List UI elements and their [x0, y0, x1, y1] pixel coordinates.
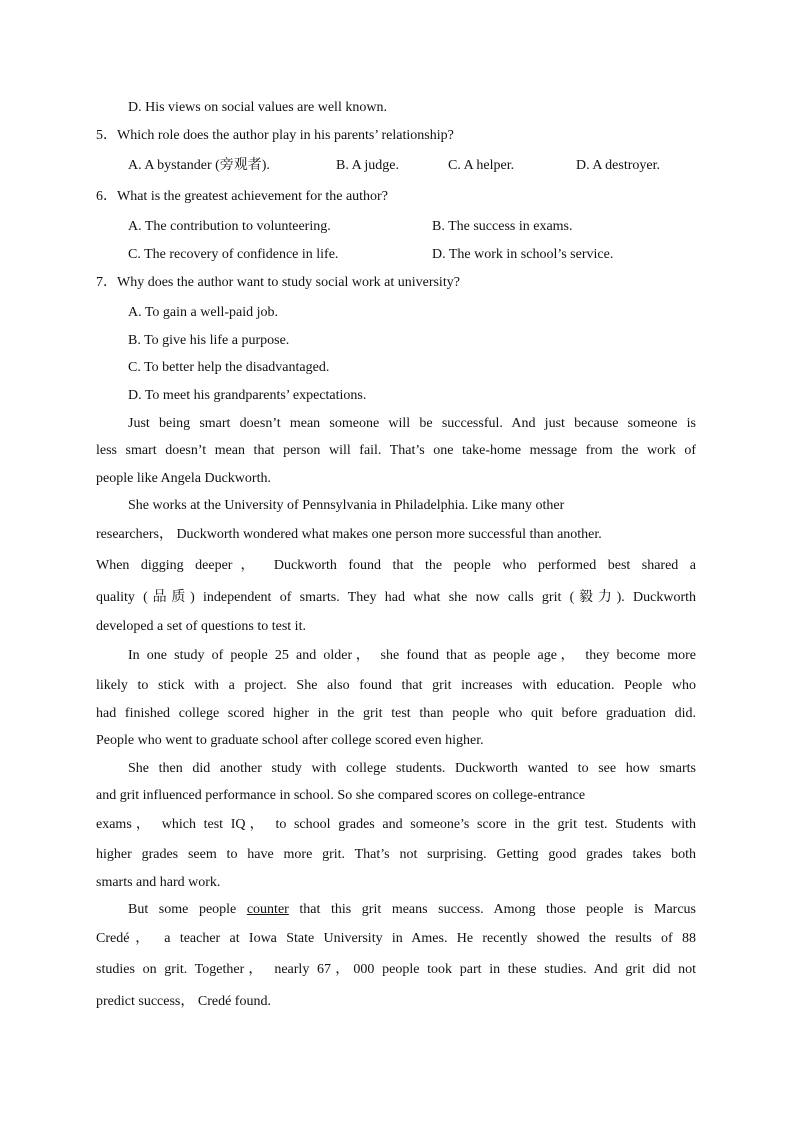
passage-p1-line2: less smart doesn’t mean that person will fail. That’s one take-home message from the work of [96, 443, 696, 458]
q6-option-d: D. The work in school’s service. [432, 247, 614, 262]
passage-p4-line5: smarts and hard work. [96, 875, 221, 890]
q7-option-d: D. To meet his grandparents’ expectations. [128, 388, 367, 403]
q6-option-c: C. The recovery of confidence in life. [128, 247, 339, 262]
passage-p4-line4: higher grades seem to have more grit. That’s not surprising. Getting good grades takes both [96, 847, 696, 862]
passage-p1-line3: people like Angela Duckworth. [96, 471, 271, 486]
q7-option-a: A. To gain a well-paid job. [128, 305, 279, 320]
passage-p4-line1: She then did another study with college students. Duckworth wanted to see how smarts [128, 761, 696, 776]
q7-stem: 7．Why does the author want to study social work at university? [96, 275, 460, 290]
passage-p3-line2: likely to stick with a project. She also found that grit increases with education. People who [96, 678, 696, 693]
q6-option-a: A. The contribution to volunteering. [128, 219, 331, 234]
p5-text-after: that this grit means success. Among those people is Marcus [288, 902, 696, 917]
passage-p2-line5: developed a set of questions to test it. [96, 619, 306, 634]
passage-p1-line1: Just being smart doesn’t mean someone will be successful. And just because someone is [128, 416, 696, 431]
passage-p3-line1: In one study of people 25 and older， she found that as people age， they become more [128, 648, 696, 663]
passage-p5-line4: predict success， Credé found. [96, 994, 271, 1009]
passage-p2-line1: She works at the University of Pennsylvania in Philadelphia. Like many other [128, 498, 565, 513]
passage-p5-line3: studies on grit. Together， nearly 67，000 people took part in these studies. And grit did not [96, 962, 696, 977]
passage-p5-line1 [96, 900, 696, 920]
q5-option-b: B. A judge. [336, 158, 400, 173]
passage-p4-line2: and grit influenced performance in school. So she compared scores on college-entrance [96, 788, 586, 803]
q5-stem: 5．Which role does the author play in his parents’ relationship? [96, 128, 454, 143]
q6-stem: 6．What is the greatest achievement for the author? [96, 189, 388, 204]
passage-p3-line3: had finished college scored higher in the grit test than people who quit before graduation did. [96, 706, 696, 721]
passage-p2-line2: researchers， Duckworth wondered what makes one person more successful than another. [96, 527, 602, 542]
underlined-word-counter: counter [246, 902, 289, 917]
q7-option-b: B. To give his life a purpose. [128, 333, 290, 348]
passage-p4-line3: exams， which test IQ， to school grades and someone’s score in the grit test. Students with [96, 817, 696, 832]
p5-text-before: But some people [128, 902, 247, 917]
q5-option-d: D. A destroyer. [576, 158, 660, 173]
passage-p3-line4: People who went to graduate school after college scored even higher. [96, 733, 484, 748]
q4-option-d: D. His views on social values are well known. [128, 100, 387, 115]
q5-option-a: A. A bystander (旁观者). [128, 158, 270, 173]
passage-p5-line2: Credé， a teacher at Iowa State University in Ames. He recently showed the results of 88 [96, 931, 696, 946]
passage-p2-line3: When digging deeper， Duckworth found that the people who performed best shared a [96, 558, 696, 573]
q7-option-c: C. To better help the disadvantaged. [128, 360, 330, 375]
q6-option-b: B. The success in exams. [432, 219, 573, 234]
q5-option-c: C. A helper. [448, 158, 515, 173]
passage-p2-line4: quality (品质) independent of smarts. They had what she now calls grit (毅力). Duckworth [96, 590, 696, 605]
